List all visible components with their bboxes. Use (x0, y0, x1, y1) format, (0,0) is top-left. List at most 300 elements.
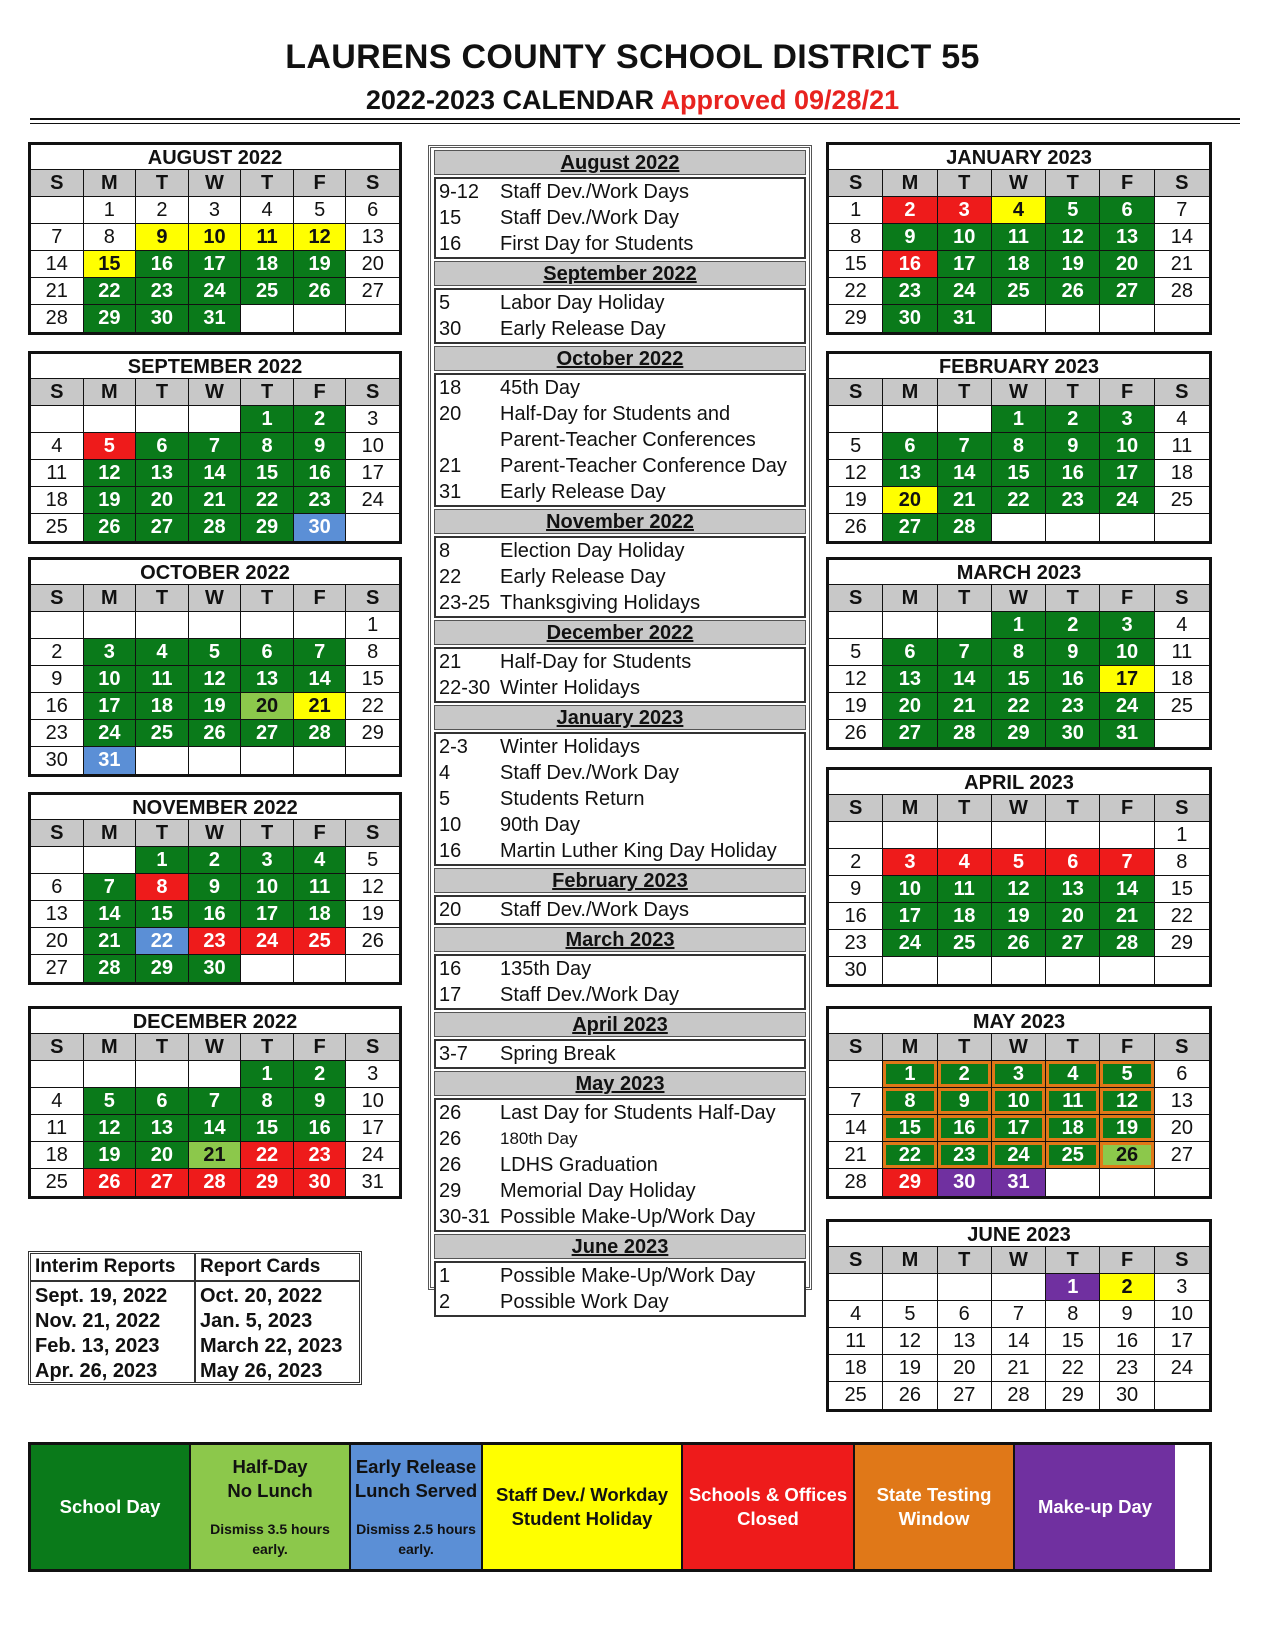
calendar-day: 21 (1155, 251, 1209, 278)
weekday-header: M (84, 1034, 137, 1061)
calendar-day: 24 (938, 278, 992, 305)
page-subtitle (0, 85, 1265, 116)
month-grid (31, 170, 399, 332)
calendar-day: 28 (31, 305, 84, 332)
event-date: 29 (439, 1180, 462, 1202)
event-row (436, 401, 804, 427)
calendar-day: 21 (938, 487, 992, 514)
calendar-day: 5 (189, 639, 242, 666)
interim-reports-column (31, 1254, 196, 1382)
calendar-day: 7 (829, 1088, 883, 1115)
weekday-header: F (294, 379, 347, 406)
month-title: APRIL 2023 (829, 770, 1209, 795)
calendar-day: 13 (346, 224, 399, 251)
events-month-body (434, 177, 806, 259)
event-description: Staff Dev./Work Days (500, 181, 689, 203)
calendar-day: 13 (31, 901, 84, 928)
calendar-day: 8 (136, 874, 189, 901)
calendar-day: 1 (829, 197, 883, 224)
legend-label: Half-Day (232, 1456, 308, 1477)
legend-label: Schools & Offices (688, 1484, 848, 1505)
calendar-day: 26 (992, 930, 1046, 957)
events-month-heading: November 2022 (434, 509, 806, 534)
event-date: 16 (439, 840, 462, 862)
calendar-empty-cell (1046, 822, 1100, 849)
interim-report-date: Sept. 19, 2022 (35, 1285, 168, 1307)
calendar-day: 24 (992, 1142, 1046, 1169)
calendar-day: 21 (992, 1355, 1046, 1382)
event-row (436, 1178, 804, 1204)
weekday-header: T (938, 379, 992, 406)
calendar-day: 31 (1100, 720, 1154, 747)
calendar-day: 14 (84, 901, 137, 928)
calendar-day: 8 (1046, 1301, 1100, 1328)
calendar-day: 8 (241, 1088, 294, 1115)
calendar-day: 17 (241, 901, 294, 928)
event-description: Early Release Day (500, 318, 666, 340)
calendar-day: 6 (241, 639, 294, 666)
calendar-day: 27 (1046, 930, 1100, 957)
month-grid (31, 820, 399, 982)
calendar-empty-cell (938, 957, 992, 984)
calendar-day: 26 (84, 1169, 137, 1196)
event-description: Possible Work Day (500, 1291, 669, 1313)
event-description: Spring Break (500, 1043, 616, 1065)
calendar-day: 14 (938, 460, 992, 487)
event-date: 4 (439, 762, 451, 784)
weekday-header: F (1100, 379, 1154, 406)
event-description: Half-Day for Students (500, 651, 692, 673)
legend-note (356, 1519, 476, 1559)
calendar-empty-cell (189, 747, 242, 774)
event-row (436, 1152, 804, 1178)
weekday-header: F (1100, 795, 1154, 822)
calendar-day: 26 (829, 720, 883, 747)
calendar-empty-cell (294, 612, 347, 639)
event-description: Early Release Day (500, 481, 666, 503)
calendar-day: 6 (1100, 197, 1154, 224)
weekday-header: F (294, 820, 347, 847)
calendar-day: 31 (189, 305, 242, 332)
header-divider-thin (30, 123, 1240, 124)
calendar-day: 15 (346, 666, 399, 693)
calendar-day: 12 (829, 666, 883, 693)
month-title: OCTOBER 2022 (31, 560, 399, 585)
calendar-day: 8 (992, 433, 1046, 460)
calendar-day: 15 (992, 666, 1046, 693)
calendar-day: 12 (1100, 1088, 1154, 1115)
event-description: 180th Day (500, 1129, 578, 1148)
calendar-day: 4 (938, 849, 992, 876)
calendar-day: 20 (938, 1355, 992, 1382)
calendar-day: 3 (1100, 406, 1154, 433)
weekday-header: W (992, 585, 1046, 612)
calendar-day: 21 (938, 693, 992, 720)
calendar-day: 23 (294, 487, 347, 514)
calendar-day: 22 (1155, 903, 1209, 930)
event-description: Parent-Teacher Conference Day (500, 455, 787, 477)
calendar-empty-cell (241, 955, 294, 982)
calendar-day: 22 (84, 278, 137, 305)
event-description: Possible Make-Up/Work Day (500, 1206, 756, 1228)
calendar-december-2022 (28, 1006, 402, 1199)
event-row (436, 316, 804, 342)
calendar-day: 17 (346, 460, 399, 487)
calendar-day: 1 (136, 847, 189, 874)
event-description: Thanksgiving Holidays (500, 592, 701, 614)
calendar-day: 26 (883, 1382, 937, 1409)
calendar-day: 18 (1046, 1115, 1100, 1142)
calendar-day: 4 (1155, 406, 1209, 433)
calendar-day: 19 (829, 487, 883, 514)
calendar-day: 19 (84, 487, 137, 514)
calendar-day: 25 (992, 278, 1046, 305)
weekday-header: S (829, 1034, 883, 1061)
weekday-header: W (992, 379, 1046, 406)
event-description: Staff Dev./Work Day (500, 984, 679, 1006)
calendar-empty-cell (241, 747, 294, 774)
calendar-empty-cell (883, 406, 937, 433)
calendar-day: 21 (189, 1142, 242, 1169)
event-date: 15 (439, 207, 462, 229)
calendar-empty-cell (938, 822, 992, 849)
calendar-day: 15 (136, 901, 189, 928)
event-row (436, 649, 804, 675)
event-date: 16 (439, 958, 462, 980)
event-row (436, 1100, 804, 1126)
legend-half-day (191, 1445, 351, 1569)
calendar-day: 20 (1155, 1115, 1209, 1142)
calendar-empty-cell (84, 612, 137, 639)
event-row (436, 290, 804, 316)
calendar-day: 30 (938, 1169, 992, 1196)
legend-note-line: Dismiss 2.5 hours (356, 1521, 476, 1537)
calendar-day: 19 (883, 1355, 937, 1382)
calendar-day: 21 (1100, 903, 1154, 930)
month-title: JUNE 2023 (829, 1222, 1209, 1247)
calendar-day: 13 (136, 1115, 189, 1142)
weekday-header: W (189, 585, 242, 612)
weekday-header: T (938, 795, 992, 822)
calendar-empty-cell (829, 612, 883, 639)
calendar-day: 5 (883, 1301, 937, 1328)
calendar-day: 30 (883, 305, 937, 332)
calendar-day: 20 (241, 693, 294, 720)
calendar-day: 15 (1155, 876, 1209, 903)
calendar-day: 11 (31, 460, 84, 487)
event-description: Staff Dev./Work Day (500, 207, 679, 229)
events-month-body (434, 732, 806, 866)
weekday-header: M (84, 170, 137, 197)
month-grid (31, 1034, 399, 1196)
event-date: 21 (439, 651, 462, 673)
calendar-empty-cell (189, 1061, 242, 1088)
legend-label: Staff Dev./ Workday (495, 1484, 669, 1505)
calendar-empty-cell (938, 612, 992, 639)
calendar-day: 15 (992, 460, 1046, 487)
calendar-day: 9 (938, 1088, 992, 1115)
event-row (436, 1289, 804, 1315)
calendar-day: 19 (829, 693, 883, 720)
calendar-day: 26 (1100, 1142, 1154, 1169)
calendar-empty-cell (31, 612, 84, 639)
calendar-day: 12 (1046, 224, 1100, 251)
legend-closed (683, 1445, 855, 1569)
calendar-day: 8 (346, 639, 399, 666)
event-date: 2 (439, 1291, 451, 1313)
calendar-day: 9 (294, 433, 347, 460)
calendar-day: 23 (189, 928, 242, 955)
calendar-day: 13 (136, 460, 189, 487)
calendar-day: 13 (938, 1328, 992, 1355)
weekday-header: M (883, 585, 937, 612)
calendar-march-2023 (826, 557, 1212, 750)
weekday-header: T (241, 585, 294, 612)
calendar-day: 17 (1100, 460, 1154, 487)
calendar-day: 14 (1155, 224, 1209, 251)
event-row (436, 375, 804, 401)
calendar-day: 15 (829, 251, 883, 278)
calendar-empty-cell (829, 1274, 883, 1301)
events-month-body (434, 1261, 806, 1317)
weekday-header: S (829, 170, 883, 197)
calendar-day: 2 (31, 639, 84, 666)
calendar-day: 26 (1046, 278, 1100, 305)
event-row (436, 760, 804, 786)
calendar-day: 27 (1155, 1142, 1209, 1169)
calendar-day: 24 (883, 930, 937, 957)
month-title: MARCH 2023 (829, 560, 1209, 585)
calendar-day: 2 (883, 197, 937, 224)
calendar-day: 27 (136, 514, 189, 541)
calendar-day: 27 (883, 514, 937, 541)
calendar-day: 20 (136, 1142, 189, 1169)
calendar-day: 26 (84, 514, 137, 541)
calendar-day: 9 (294, 1088, 347, 1115)
calendar-day: 16 (189, 901, 242, 928)
calendar-day: 6 (883, 639, 937, 666)
weekday-header: S (1155, 170, 1209, 197)
calendar-day: 31 (992, 1169, 1046, 1196)
calendar-day: 26 (346, 928, 399, 955)
month-grid (829, 585, 1209, 747)
event-date: 22-30 (439, 677, 491, 699)
event-date: 26 (439, 1128, 462, 1150)
event-date: 26 (439, 1102, 462, 1124)
weekday-header: T (1046, 1247, 1100, 1274)
event-row (436, 1263, 804, 1289)
calendar-day: 19 (1046, 251, 1100, 278)
calendar-day: 6 (1155, 1061, 1209, 1088)
event-description: Half-Day for Students and (500, 403, 731, 425)
event-description: Possible Make-Up/Work Day (500, 1265, 756, 1287)
calendar-day: 17 (346, 1115, 399, 1142)
calendar-day: 19 (346, 901, 399, 928)
weekday-header: T (136, 585, 189, 612)
calendar-day: 18 (241, 251, 294, 278)
weekday-header: M (883, 1247, 937, 1274)
calendar-day: 17 (84, 693, 137, 720)
events-month-heading: August 2022 (434, 150, 806, 175)
calendar-day: 9 (829, 876, 883, 903)
calendar-day: 2 (294, 406, 347, 433)
calendar-day: 23 (883, 278, 937, 305)
legend-make-up (1015, 1445, 1175, 1569)
calendar-day: 6 (346, 197, 399, 224)
calendar-day: 2 (938, 1061, 992, 1088)
event-row (436, 205, 804, 231)
calendar-day: 20 (1046, 903, 1100, 930)
calendar-day: 28 (189, 1169, 242, 1196)
weekday-header: S (346, 170, 399, 197)
calendar-day: 27 (346, 278, 399, 305)
legend-note-line: early. (398, 1541, 434, 1557)
month-title: NOVEMBER 2022 (31, 795, 399, 820)
calendar-day: 12 (84, 1115, 137, 1142)
calendar-september-2022 (28, 351, 402, 544)
calendar-day: 4 (31, 1088, 84, 1115)
calendar-day: 13 (1046, 876, 1100, 903)
event-description: First Day for Students (500, 233, 694, 255)
calendar-day: 3 (883, 849, 937, 876)
calendar-day: 4 (1155, 612, 1209, 639)
header-divider (30, 118, 1240, 120)
calendar-day: 14 (829, 1115, 883, 1142)
event-date: 21 (439, 455, 462, 477)
calendar-year-label: 2022-2023 CALENDAR (365, 85, 654, 115)
events-month-heading: September 2022 (434, 261, 806, 286)
events-month-body (434, 1098, 806, 1232)
calendar-day: 12 (84, 460, 137, 487)
event-row (436, 453, 804, 479)
calendar-day: 22 (241, 487, 294, 514)
calendar-day: 1 (992, 612, 1046, 639)
calendar-empty-cell (136, 1061, 189, 1088)
calendar-day: 22 (241, 1142, 294, 1169)
weekday-header: W (992, 795, 1046, 822)
calendar-day: 7 (84, 874, 137, 901)
event-date: 18 (439, 377, 462, 399)
calendar-day: 2 (136, 197, 189, 224)
calendar-day: 11 (1155, 433, 1209, 460)
calendar-empty-cell (829, 1061, 883, 1088)
calendar-day: 23 (829, 930, 883, 957)
calendar-day: 23 (136, 278, 189, 305)
calendar-day: 18 (1155, 666, 1209, 693)
event-date: 1 (439, 1265, 451, 1287)
weekday-header: S (829, 585, 883, 612)
calendar-day: 16 (31, 693, 84, 720)
month-title: AUGUST 2022 (31, 145, 399, 170)
event-row (436, 1204, 804, 1230)
weekday-header: S (346, 585, 399, 612)
weekday-header: T (136, 170, 189, 197)
calendar-day: 21 (84, 928, 137, 955)
calendar-empty-cell (31, 197, 84, 224)
calendar-day: 25 (136, 720, 189, 747)
event-row (436, 812, 804, 838)
calendar-empty-cell (84, 847, 137, 874)
calendar-empty-cell (883, 1274, 937, 1301)
calendar-day: 19 (992, 903, 1046, 930)
calendar-day: 22 (136, 928, 189, 955)
calendar-day: 3 (346, 1061, 399, 1088)
event-row (436, 538, 804, 564)
calendar-day: 18 (294, 901, 347, 928)
calendar-empty-cell (938, 1274, 992, 1301)
calendar-empty-cell (992, 822, 1046, 849)
calendar-day: 1 (241, 406, 294, 433)
weekday-header: T (1046, 795, 1100, 822)
legend-school-day (31, 1445, 191, 1569)
weekday-header: T (136, 820, 189, 847)
calendar-day: 3 (1155, 1274, 1209, 1301)
calendar-june-2023 (826, 1219, 1212, 1412)
calendar-day: 7 (31, 224, 84, 251)
calendar-day: 17 (938, 251, 992, 278)
interim-report-date: Nov. 21, 2022 (35, 1310, 161, 1332)
calendar-day: 1 (84, 197, 137, 224)
calendar-day: 14 (992, 1328, 1046, 1355)
report-card-date: Jan. 5, 2023 (200, 1310, 313, 1332)
calendar-day: 1 (346, 612, 399, 639)
calendar-empty-cell (241, 305, 294, 332)
calendar-day: 12 (346, 874, 399, 901)
events-month-heading: May 2023 (434, 1071, 806, 1096)
calendar-day: 11 (938, 876, 992, 903)
weekday-header: T (938, 170, 992, 197)
calendar-day: 8 (84, 224, 137, 251)
calendar-day: 3 (241, 847, 294, 874)
calendar-day: 5 (992, 849, 1046, 876)
calendar-day: 11 (1155, 639, 1209, 666)
calendar-empty-cell (84, 406, 137, 433)
month-grid (31, 379, 399, 541)
calendar-day: 23 (1046, 487, 1100, 514)
calendar-day: 17 (1100, 666, 1154, 693)
weekday-header: S (346, 1034, 399, 1061)
event-date: 16 (439, 233, 462, 255)
weekday-header: T (1046, 1034, 1100, 1061)
calendar-day: 18 (938, 903, 992, 930)
event-row (436, 675, 804, 701)
calendar-empty-cell (136, 612, 189, 639)
calendar-day: 17 (1155, 1328, 1209, 1355)
calendar-day: 16 (1046, 666, 1100, 693)
calendar-day: 10 (346, 433, 399, 460)
weekday-header: S (1155, 1034, 1209, 1061)
weekday-header: W (992, 1034, 1046, 1061)
event-description: 90th Day (500, 814, 581, 836)
calendar-day: 21 (31, 278, 84, 305)
event-description: Early Release Day (500, 566, 666, 588)
calendar-day: 11 (829, 1328, 883, 1355)
event-date: 22 (439, 566, 462, 588)
calendar-empty-cell (1155, 720, 1209, 747)
interim-report-date: Apr. 26, 2023 (35, 1360, 158, 1382)
calendar-empty-cell (84, 1061, 137, 1088)
calendar-day: 2 (1046, 406, 1100, 433)
weekday-header: T (938, 585, 992, 612)
weekday-header: T (1046, 585, 1100, 612)
calendar-day: 12 (189, 666, 242, 693)
calendar-empty-cell (1046, 305, 1100, 332)
events-month-heading: June 2023 (434, 1234, 806, 1259)
weekday-header: S (1155, 1247, 1209, 1274)
weekday-header: S (1155, 379, 1209, 406)
calendar-day: 25 (241, 278, 294, 305)
legend-label: Lunch Served (354, 1480, 478, 1501)
